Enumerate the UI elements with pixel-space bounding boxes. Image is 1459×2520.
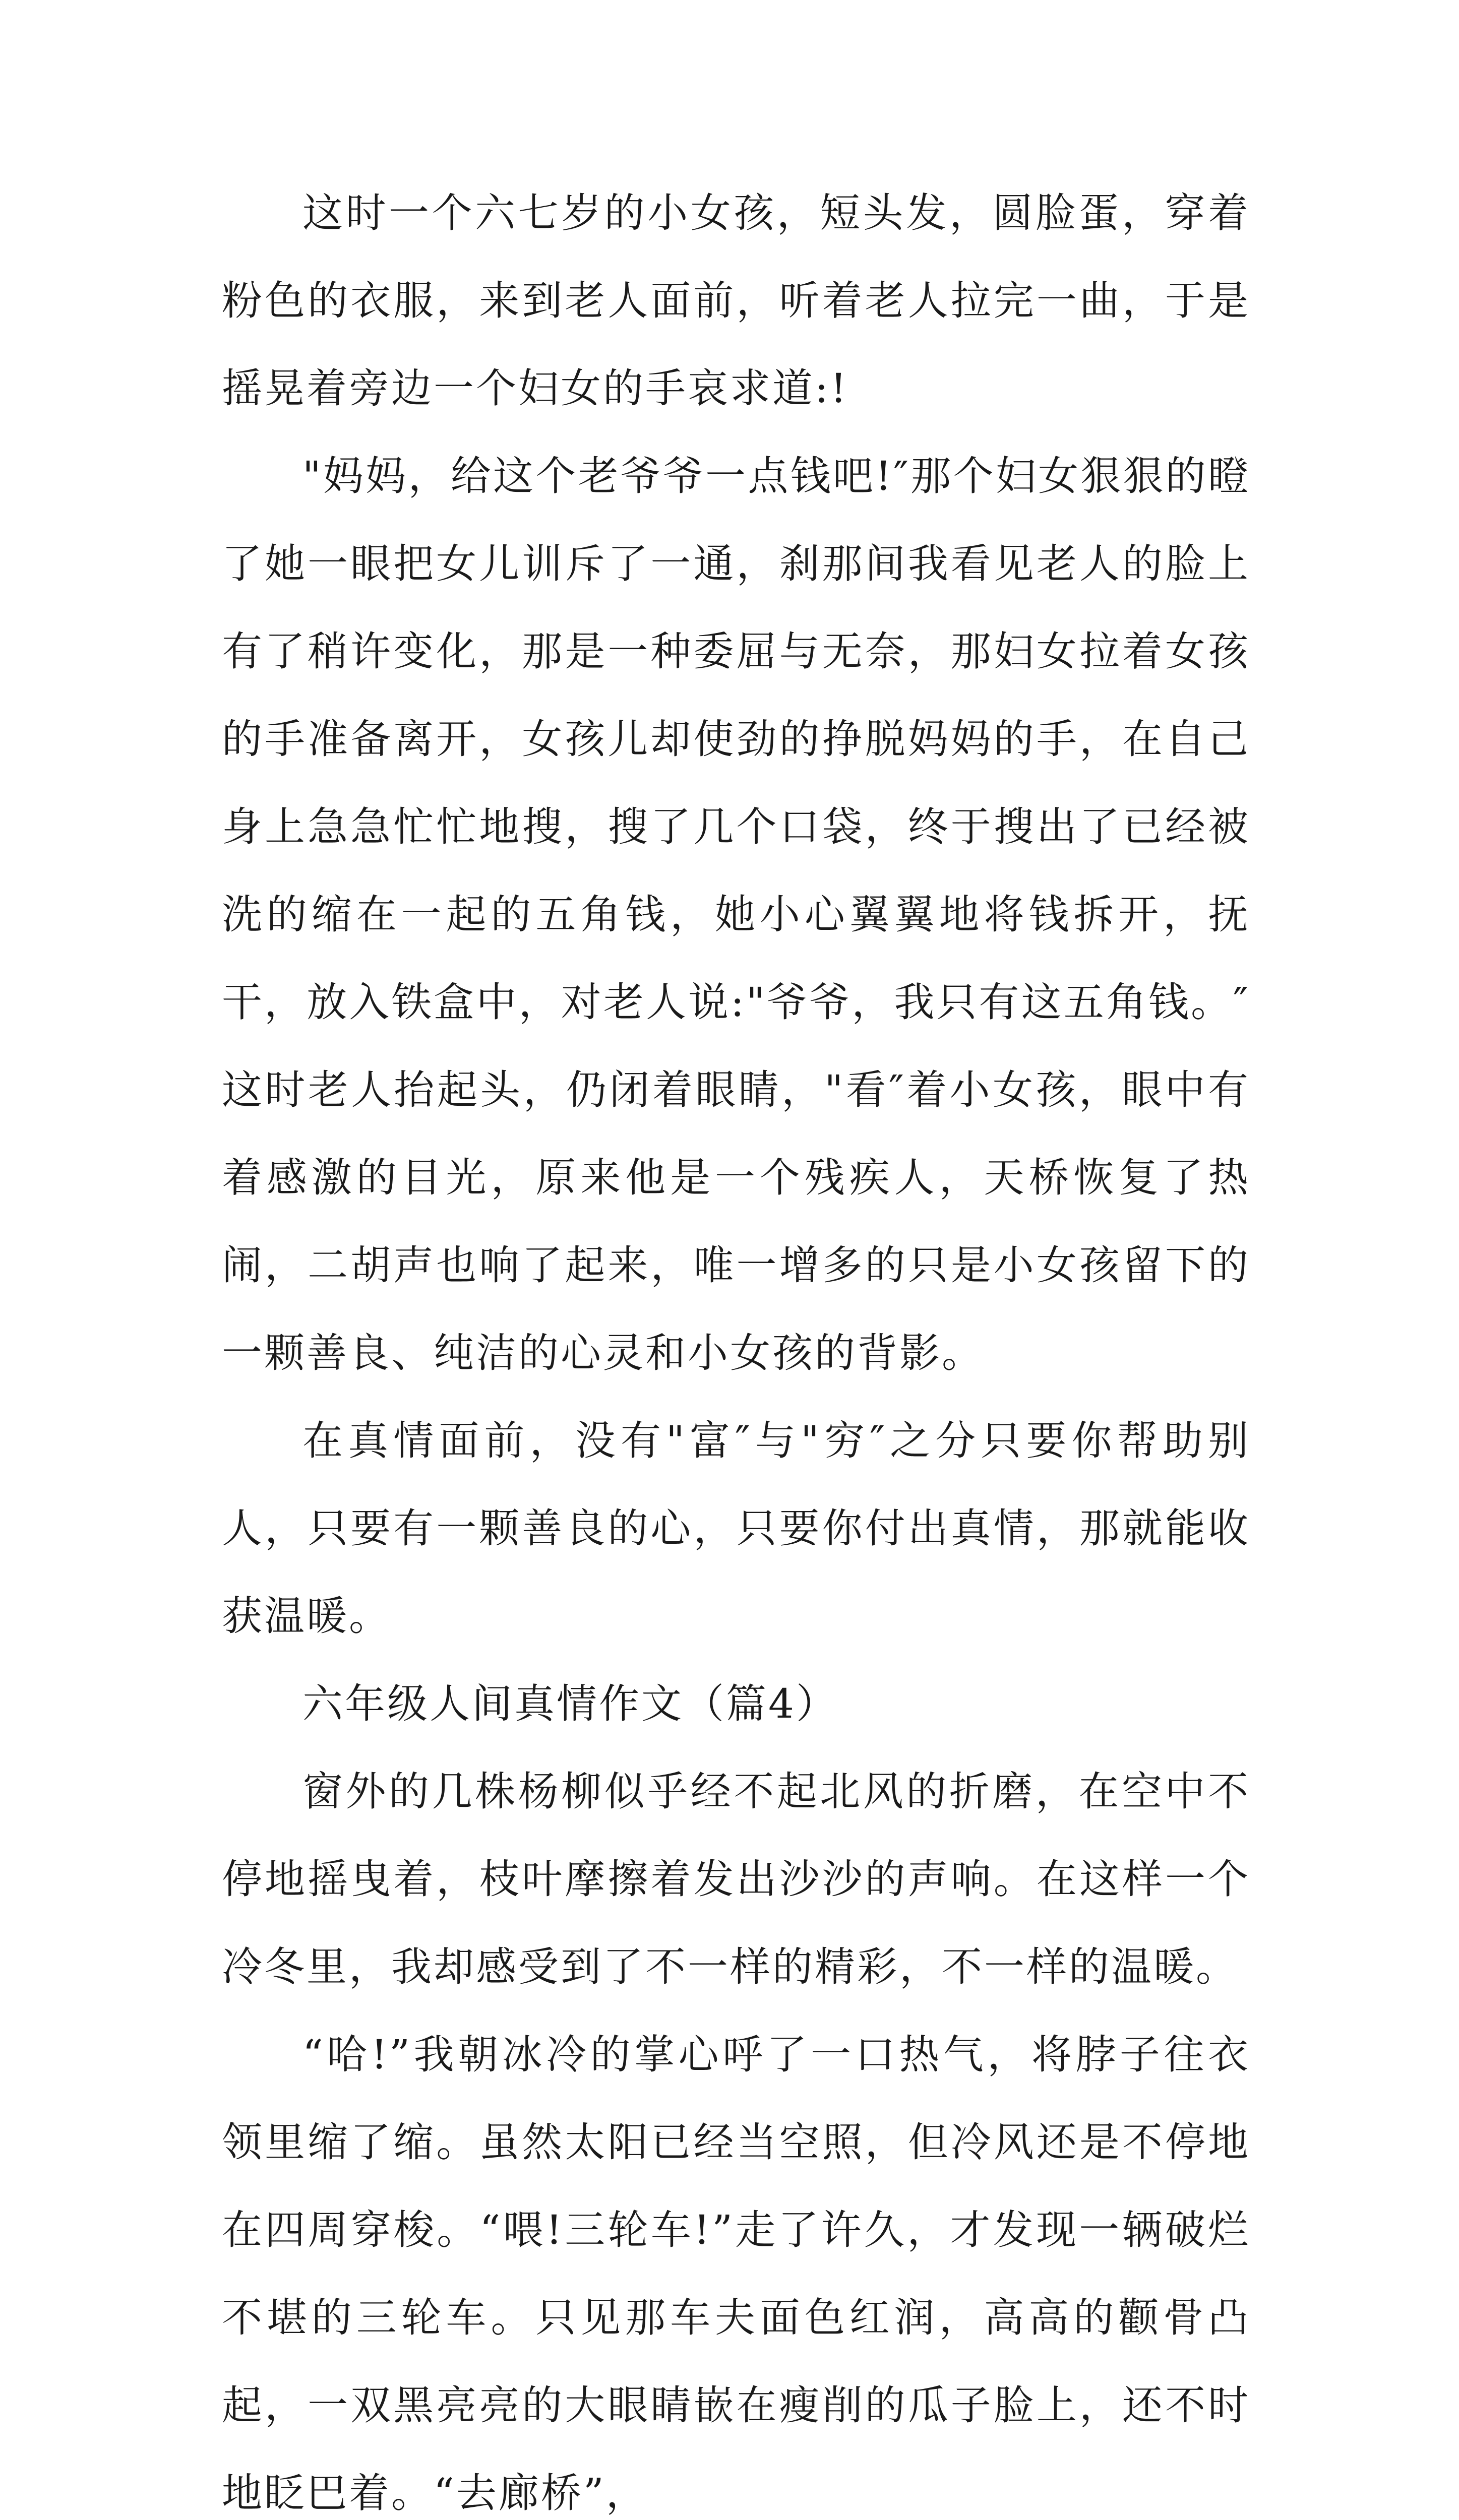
paragraph-4: 窗外的几株杨柳似乎经不起北风的折磨，在空中不停地摇曳着，枝叶摩擦着发出沙沙的声响。在这样一个冷冬里，我却感受到了不一样的精彩，不一样的温暖。 [222, 1768, 1250, 1990]
article-body [222, 169, 1250, 2520]
paragraph-2: "妈妈，给这个老爷爷一点钱吧!″那个妇女狠狠的瞪了她一眼把女儿训斥了一通，刹那间我看见老人的脸上有了稍许变化，那是一种委屈与无奈，那妇女拉着女孩的手准备离开，女孩儿却使劲的挣脱妈妈的手，在自己身上急急忙忙地搜，搜了几个口袋，终于搜出了已经被洗的缩在一起的五角钱，她小心翼翼地将钱拆开，抚干，放入铁盒中，对老人说:"爷爷，我只有这五角钱。″这时老人抬起头，仍闭着眼睛，"看″着小女孩，眼中有着感激的目光，原来他是一个残疾人，天桥恢复了热闹，二胡声也响了起来，唯一增多的只是小女孩留下的一颗善良、纯洁的心灵和小女孩的背影。 [222, 453, 1250, 1376]
section-heading: 六年级人间真情作文（篇4） [302, 1680, 838, 1727]
paragraph-3: 在真情面前，没有"富″与"穷″之分只要你帮助别人，只要有一颗善良的心，只要你付出真情，那就能收获温暖。 [222, 1417, 1250, 1640]
paragraph-5: “哈!”我朝冰冷的掌心呼了一口热气，将脖子往衣领里缩了缩。虽然太阳已经当空照，但冷风还是不停地在四周穿梭。“喂!三轮车!”走了许久，才发现一辆破烂不堪的三轮车。只见那车夫面色红润，高高的颧骨凸起，一双黑亮亮的大眼睛嵌在瘦削的瓜子脸上，还不时地眨巴着。“去廊桥”， [222, 2031, 1250, 2516]
paragraph-1: 这时一个六七岁的小女孩，短头发，圆脸蛋，穿着粉色的衣服，来到老人面前，听着老人拉完一曲，于是摇晃着旁边一个妇女的手哀求道:! [222, 190, 1250, 412]
